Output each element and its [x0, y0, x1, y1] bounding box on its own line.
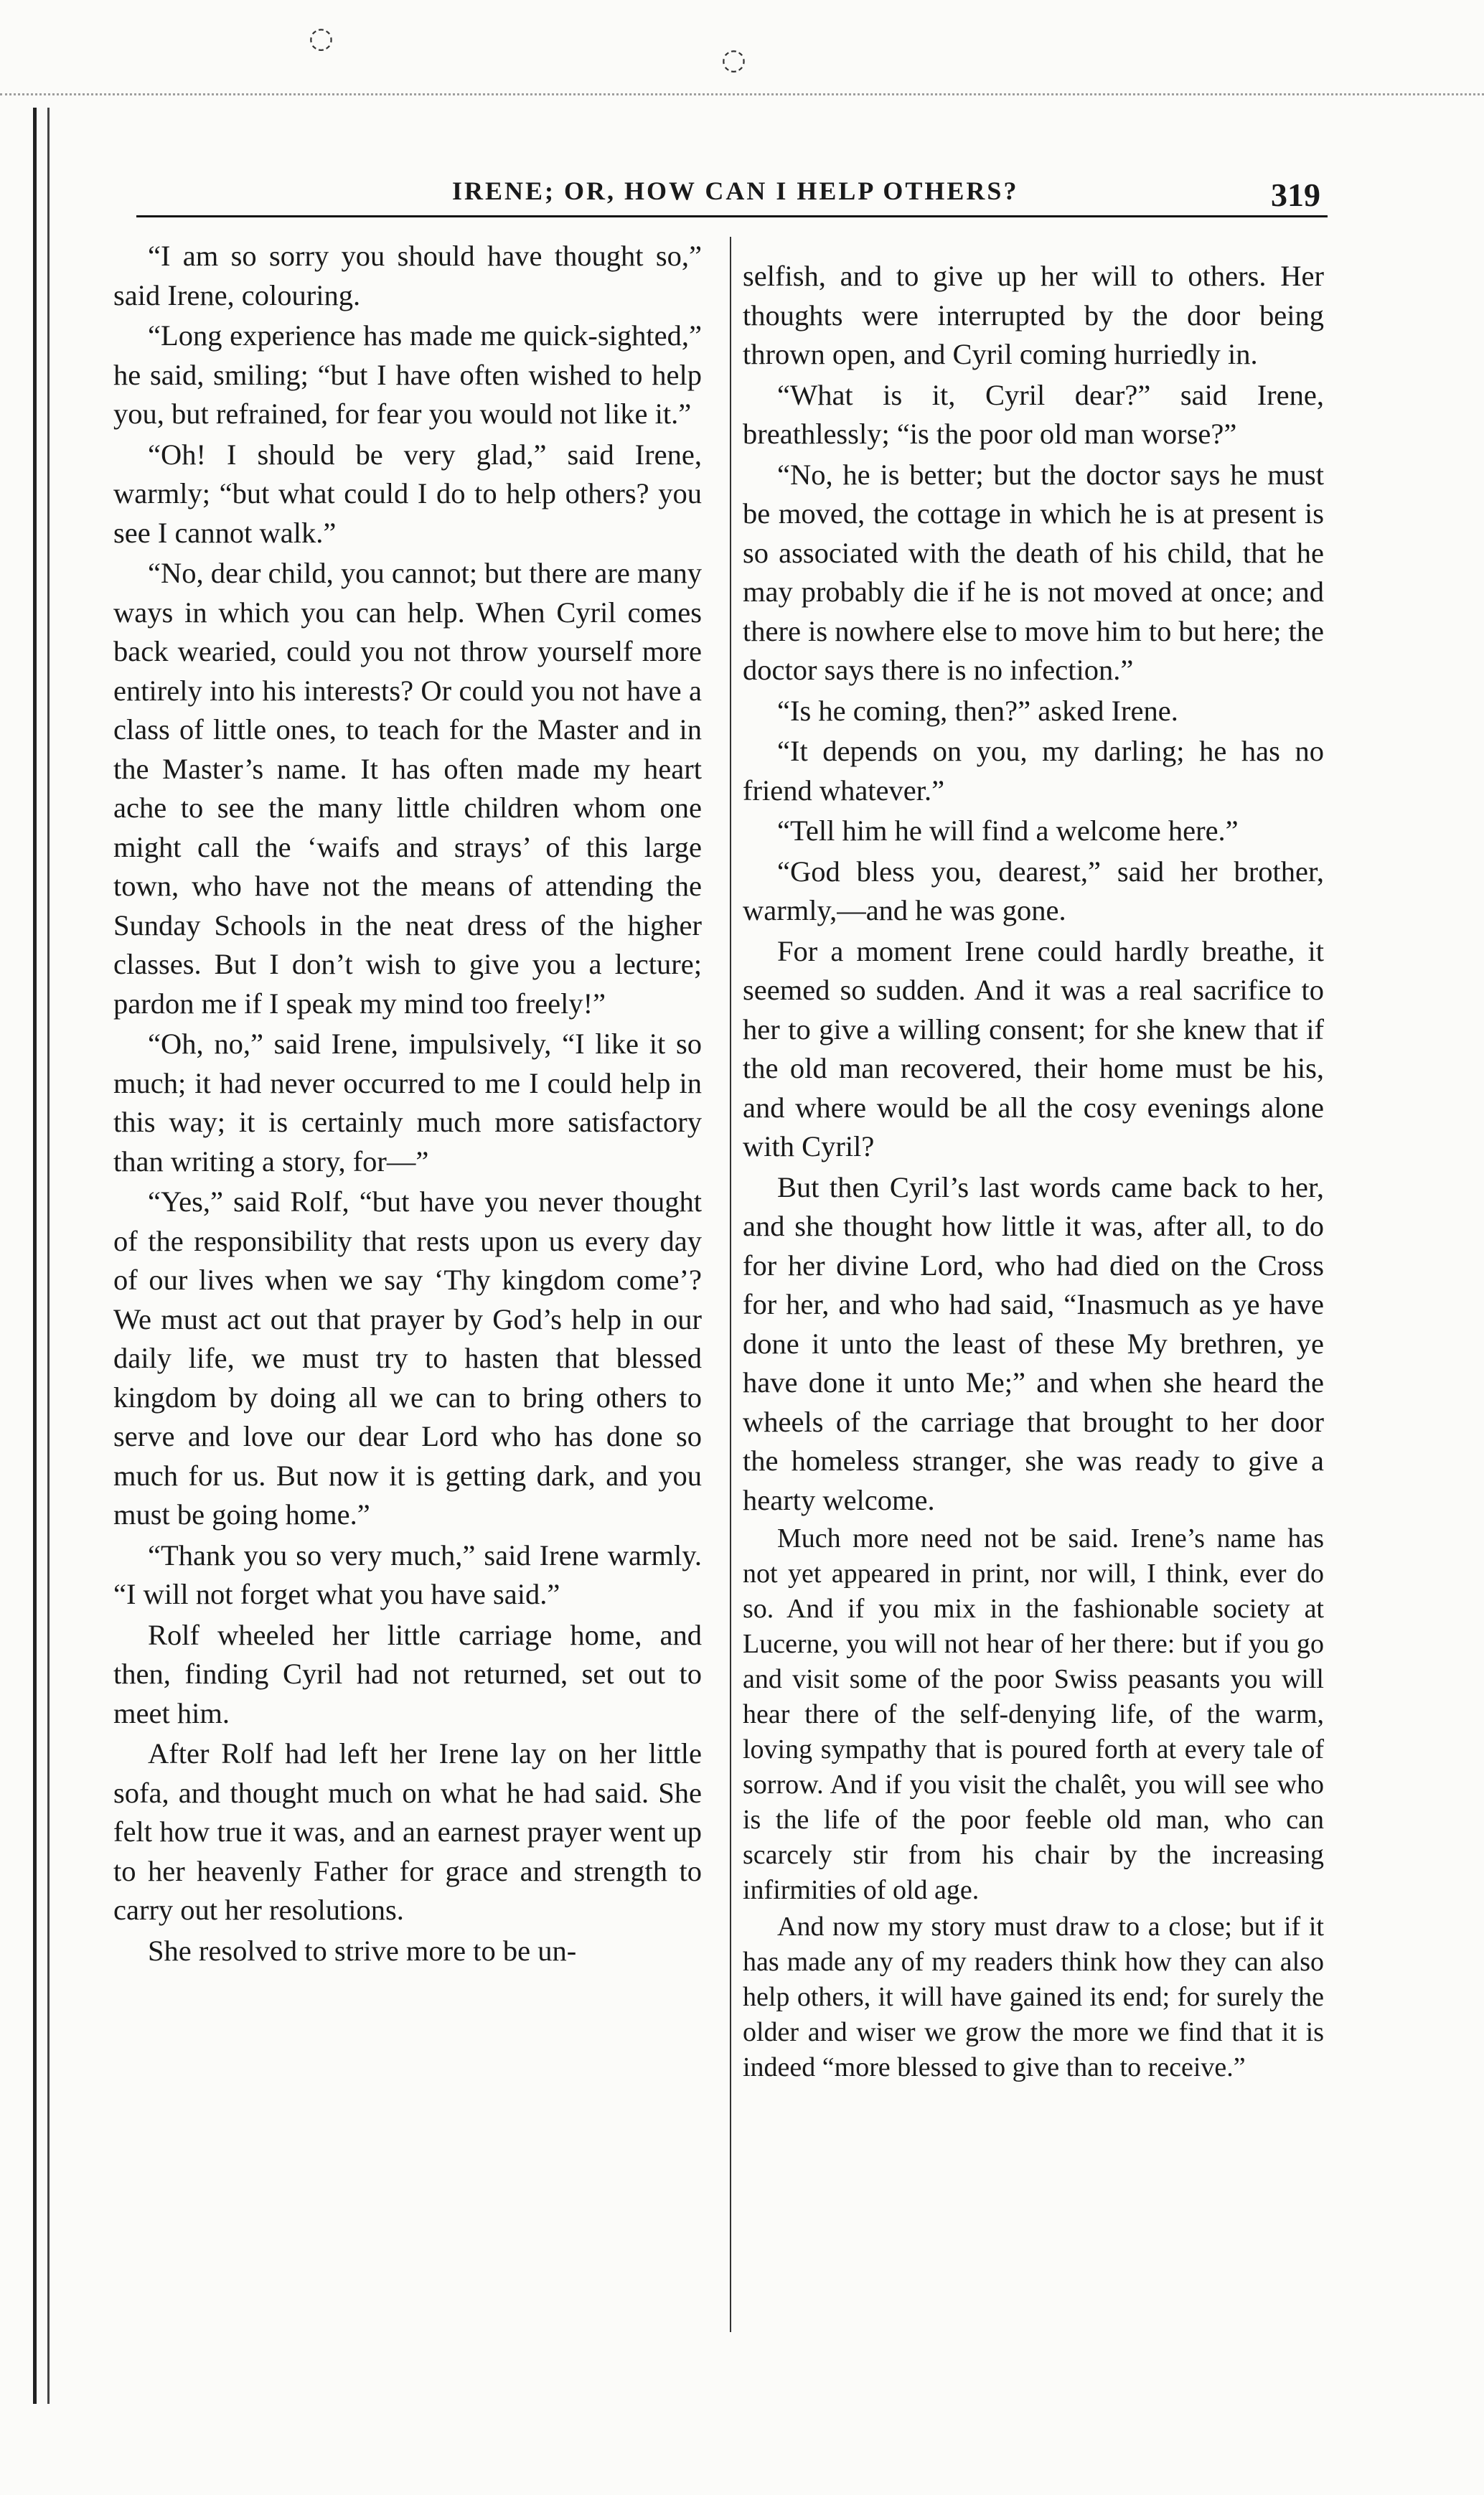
ink-mark: ◌ [309, 22, 334, 55]
paragraph: She resolved to strive more to be un- [148, 1934, 577, 1967]
binding-edge-inner [47, 108, 50, 2404]
paragraph: “What is it, Cyril dear?” said Irene, breathlessly; “is the poor old man worse?” [743, 378, 1324, 450]
running-header [136, 176, 1349, 219]
right-column [743, 257, 1324, 2087]
paragraph: “Oh, no,” said Irene, impulsively, “I like it so much; it had never occurred to me I could help in this way; it is certainly much more satisfactory than writing a story, for—” [113, 1028, 702, 1178]
paragraph: “Thank you so very much,” said Irene warmly. “I will not forget what you have said.” [113, 1538, 702, 1610]
binding-edge-outer [33, 108, 37, 2404]
paragraph: “Tell him he will find a welcome here.” [777, 814, 1239, 847]
paragraph: “No, he is better; but the doctor says he must be moved, the cottage in which he is at present is so associated with the death of his child, that he may probably die if he is not moved at once; and there is nowhere else to move him to but here; the doctor says there is no infection.” [743, 458, 1324, 686]
paragraph: But then Cyril’s last words came back to her, and she thought how little it was, after all, to do for her divine Lord, who had died on the Cross for her, and who had said, “Inasmuch as ye have done it unto the least of these My brethren, ye have done it unto Me;” and when she heard the wheels of the carriage that brought to her door the homeless stranger, she was ready to give a hearty welcome. [743, 1170, 1324, 1516]
closing-paragraph: And now my story must draw to a close; but if it has made any of my readers think how they can also help others, it will have gained its end; for surely the older and wiser we grow the more we find that it is indeed “more blessed to give than to receive.” [743, 1912, 1324, 2082]
paragraph: “I am so sorry you should have thought so,” said Irene, colouring. [113, 240, 702, 311]
paragraph: Rolf wheeled her little carriage home, and then, finding Cyril had not returned, set out to meet him. [113, 1618, 702, 1729]
paragraph: “God bless you, dearest,” said her brother, warmly,—and he was gone. [743, 855, 1324, 926]
page-top-edge [0, 93, 1484, 111]
paragraph-continued: selfish, and to give up her will to others. Her thoughts were interrupted by the door being thrown open, and Cyril coming hurriedly in. [743, 260, 1324, 370]
paragraph: “Long experience has made me quick-sighted,” he said, smiling; “but I have often wished to help you, but refrained, for fear you would not like it.” [113, 319, 702, 430]
paragraph: For a moment Irene could hardly breathe, it seemed so sudden. And it was a real sacrifice to her to give a willing consent; for she knew that if the old man recovered, their home must be his, and where would be all the cosy evenings alone with Cyril? [743, 934, 1324, 1162]
column-divider [730, 237, 731, 2332]
paragraph: Much more need not be said. Irene’s name has not yet appeared in print, nor will, I think, ever do so. And if you mix in the fashionable society at Lucerne, you will not hear of her there: but if you go and visit some of the poor Swiss peasants you will hear there of the self-denying life, of the warm, loving sympathy that is poured forth at every tale of sorrow. And if you visit the chalêt, you will see who is the life of the poor feeble old man, who can scarcely stir from his chair by the increasing infirmities of old age. [743, 1523, 1324, 1905]
paragraph: “No, dear child, you cannot; but there are many ways in which you can help. When Cyril comes back wearied, could you not throw yourself more entirely into his interests? Or could you not have a class of little ones, to teach for the Master and in the Master’s name. It has often made my heart ache to see the many little children whom one might call the ‘waifs and strays’ of this large town, who have not the means of attending the Sunday Schools in the neat dress of the higher classes. But I don’t wish to give you a lecture; pardon me if I speak my mind too freely!” [113, 557, 702, 1020]
paragraph: After Rolf had left her Irene lay on her little sofa, and thought much on what he had said. She felt how true it was, and an earnest prayer went up to her heavenly Father for grace and strength to carry out her resolutions. [113, 1737, 702, 1926]
running-title: IRENE; OR, HOW CAN I HELP OTHERS? [452, 177, 1019, 205]
page-number: 319 [1271, 177, 1320, 213]
paragraph: “Is he coming, then?” asked Irene. [777, 694, 1178, 727]
header-rule [136, 215, 1328, 217]
ink-mark: ◌ [721, 43, 746, 76]
left-column [113, 237, 702, 1972]
paragraph: “Yes,” said Rolf, “but have you never thought of the responsibility that rests upon us every day of our lives when we say ‘Thy kingdom come’? We must act out that prayer by God’s help in our daily life, we must try to hasten that blessed kingdom by doing all we can to bring others to serve and love our dear Lord who has done so much for us. But now it is getting dark, and you must be going home.” [113, 1185, 702, 1531]
paragraph: “Oh! I should be very glad,” said Irene, warmly; “but what could I do to help others? you see I cannot walk.” [113, 438, 702, 549]
paragraph: “It depends on you, my darling; he has no friend whatever.” [743, 735, 1324, 807]
